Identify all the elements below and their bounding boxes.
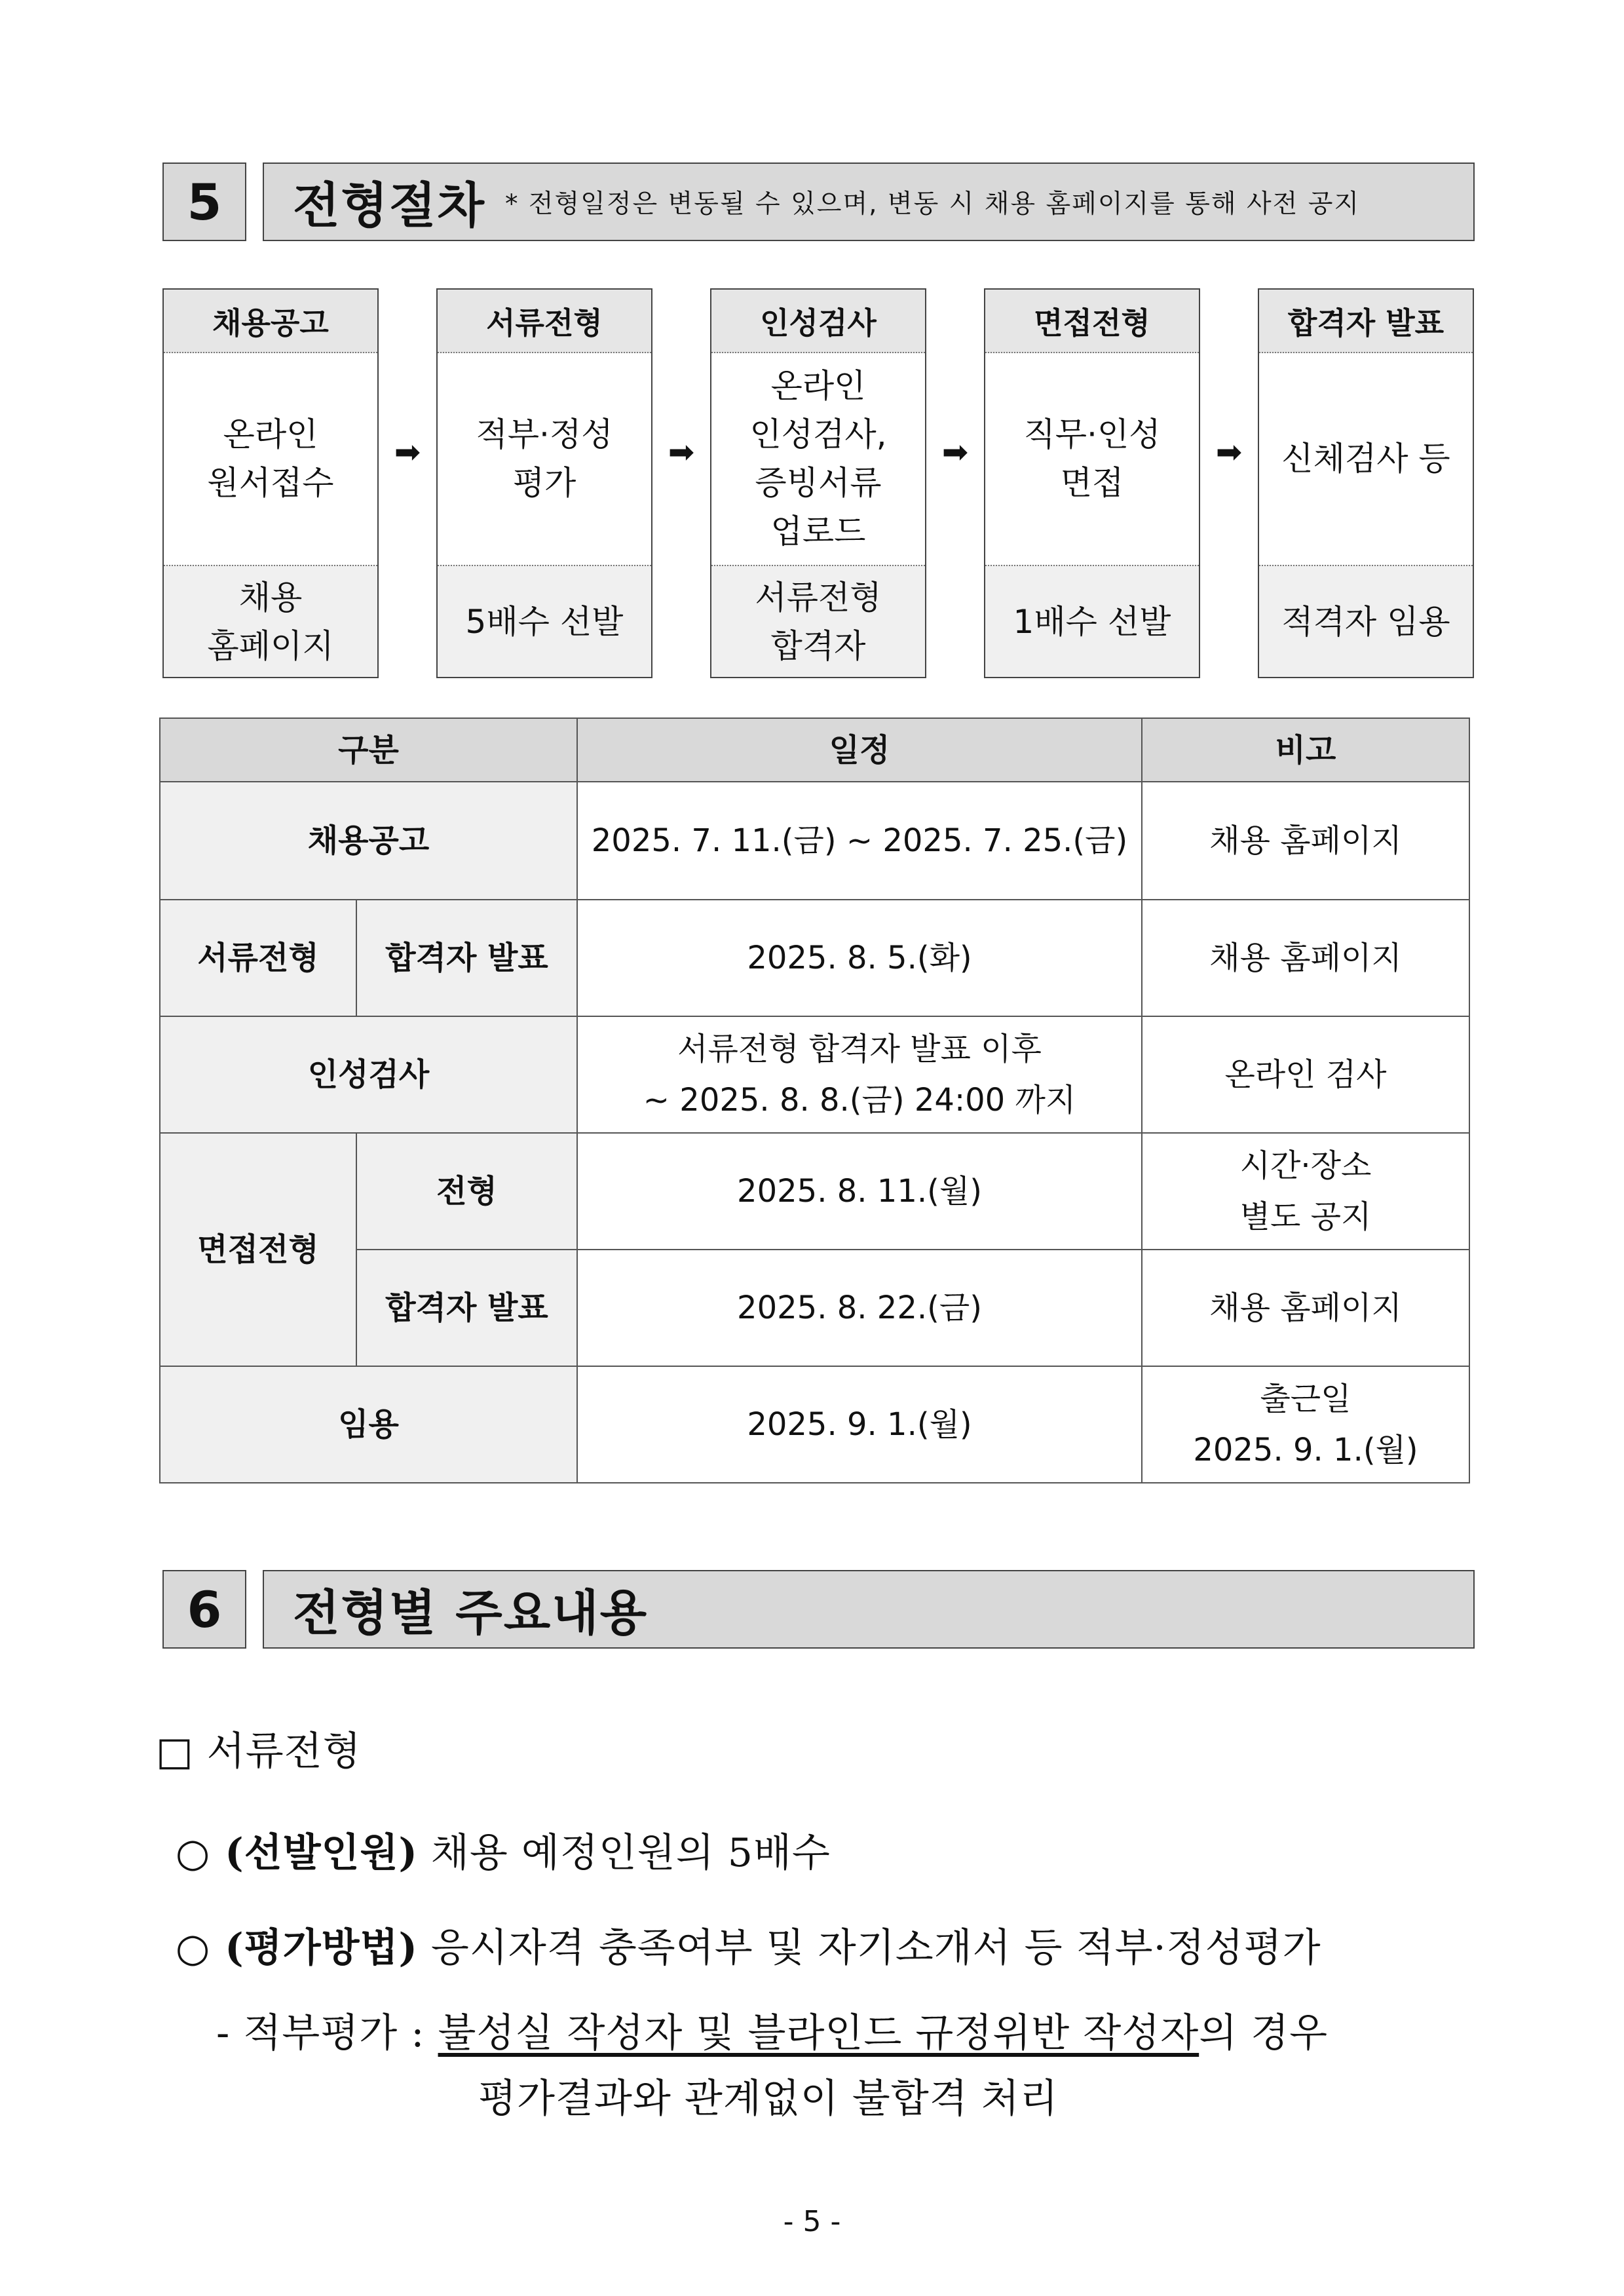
dash-item bbox=[216, 2002, 1328, 2058]
table-header-row bbox=[160, 718, 1469, 782]
flow-step-body: 온라인 인성검사, 증빙서류 업로드 bbox=[749, 366, 887, 550]
section-title-bar bbox=[263, 163, 1475, 241]
row-date: 2025. 9. 1.(월) bbox=[577, 1366, 1142, 1483]
bullet-evaluation-method bbox=[176, 1917, 1321, 1973]
flow-step-body: 적부·정성 평가 bbox=[476, 415, 613, 502]
row-label: 서류전형 bbox=[160, 900, 356, 1016]
section-number: 5 bbox=[162, 163, 246, 241]
flow-step-header: 채용공고 bbox=[164, 290, 377, 353]
bullet-selection-count bbox=[176, 1822, 831, 1878]
section-title: 전형절차 bbox=[293, 178, 485, 234]
row-note: 채용 홈페이지 bbox=[1142, 1250, 1469, 1366]
table-header-cell: 구분 bbox=[160, 718, 577, 782]
flow-step-footer: 서류전형 합격자 bbox=[711, 565, 925, 677]
flow-step-header: 합격자 발표 bbox=[1259, 290, 1473, 353]
table-header-cell: 일정 bbox=[577, 718, 1142, 782]
row-note: 온라인 검사 bbox=[1142, 1016, 1469, 1133]
flow-step-header: 면접전형 bbox=[985, 290, 1199, 353]
flow-step bbox=[1258, 288, 1474, 678]
table-row bbox=[160, 1250, 1469, 1366]
row-date: 2025. 7. 11.(금) ~ 2025. 7. 25.(금) bbox=[577, 782, 1142, 900]
section-note: * 전형일정은 변동될 수 있으며, 변동 시 채용 홈페이지를 통해 사전 공지 bbox=[504, 189, 1361, 219]
row-sublabel: 합격자 발표 bbox=[356, 900, 577, 1016]
row-label: 인성검사 bbox=[160, 1016, 577, 1133]
table-header-cell: 비고 bbox=[1142, 718, 1469, 782]
row-label: 면접전형 bbox=[160, 1133, 356, 1366]
row-sublabel: 합격자 발표 bbox=[356, 1250, 577, 1366]
section-title: 전형별 주요내용 bbox=[293, 1585, 649, 1641]
arrow-icon: ➡ bbox=[1215, 434, 1243, 470]
flow-step bbox=[984, 288, 1200, 678]
row-note: 채용 홈페이지 bbox=[1142, 900, 1469, 1016]
flow-step bbox=[436, 288, 652, 678]
bullet-text: 채용 예정인원의 5배수 bbox=[417, 1830, 831, 1876]
row-note: 채용 홈페이지 bbox=[1142, 782, 1469, 900]
dash-prefix: - 적부평가 : bbox=[216, 2010, 438, 2056]
flow-step-header: 인성검사 bbox=[711, 290, 925, 353]
page-number: - 5 - bbox=[783, 2205, 841, 2238]
flow-step-header: 서류전형 bbox=[438, 290, 651, 353]
flow-step-footer: 채용 홈페이지 bbox=[164, 565, 377, 677]
dash-underlined: 불성실 작성자 및 블라인드 규정위반 작성자 bbox=[438, 2010, 1199, 2056]
flow-step-footer: 1배수 선발 bbox=[985, 565, 1199, 677]
flow-step bbox=[710, 288, 926, 678]
table-row bbox=[160, 1133, 1469, 1250]
table-row bbox=[160, 1366, 1469, 1483]
row-date: 2025. 8. 11.(월) bbox=[577, 1133, 1142, 1250]
content-heading: □ 서류전형 bbox=[156, 1729, 362, 1774]
bullet-label: ○ (선발인원) bbox=[176, 1830, 418, 1876]
bullet-label: ○ (평가방법) bbox=[176, 1925, 418, 1971]
dash-suffix: 의 경우 bbox=[1199, 2010, 1329, 2056]
row-label: 채용공고 bbox=[160, 782, 577, 900]
row-note: 시간·장소 별도 공지 bbox=[1142, 1133, 1469, 1250]
arrow-icon: ➡ bbox=[668, 434, 695, 470]
table-row bbox=[160, 900, 1469, 1016]
schedule-table bbox=[159, 718, 1470, 1483]
arrow-icon: ➡ bbox=[394, 434, 421, 470]
dash-item-continuation: 평가결과와 관계없이 불합격 처리 bbox=[478, 2076, 1059, 2122]
arrow-icon: ➡ bbox=[941, 434, 969, 470]
flow-step-body: 온라인 원서접수 bbox=[207, 415, 334, 502]
row-date: 2025. 8. 5.(화) bbox=[577, 900, 1142, 1016]
row-note: 출근일 2025. 9. 1.(월) bbox=[1142, 1366, 1469, 1483]
flow-step-footer: 적격자 임용 bbox=[1259, 565, 1473, 677]
flow-step-body: 신체검사 등 bbox=[1281, 439, 1450, 478]
row-sublabel: 전형 bbox=[356, 1133, 577, 1250]
table-row bbox=[160, 782, 1469, 900]
table-row bbox=[160, 1016, 1469, 1133]
flow-step bbox=[162, 288, 379, 678]
row-date: 서류전형 합격자 발표 이후 ~ 2025. 8. 8.(금) 24:00 까지 bbox=[577, 1016, 1142, 1133]
row-label: 임용 bbox=[160, 1366, 577, 1483]
bullet-text: 응시자격 충족여부 및 자기소개서 등 적부·정성평가 bbox=[417, 1925, 1321, 1971]
row-date: 2025. 8. 22.(금) bbox=[577, 1250, 1142, 1366]
flow-step-footer: 5배수 선발 bbox=[438, 565, 651, 677]
section-title-bar bbox=[263, 1570, 1475, 1649]
flow-step-body: 직무·인성 면접 bbox=[1023, 415, 1161, 502]
section-number: 6 bbox=[162, 1570, 246, 1649]
